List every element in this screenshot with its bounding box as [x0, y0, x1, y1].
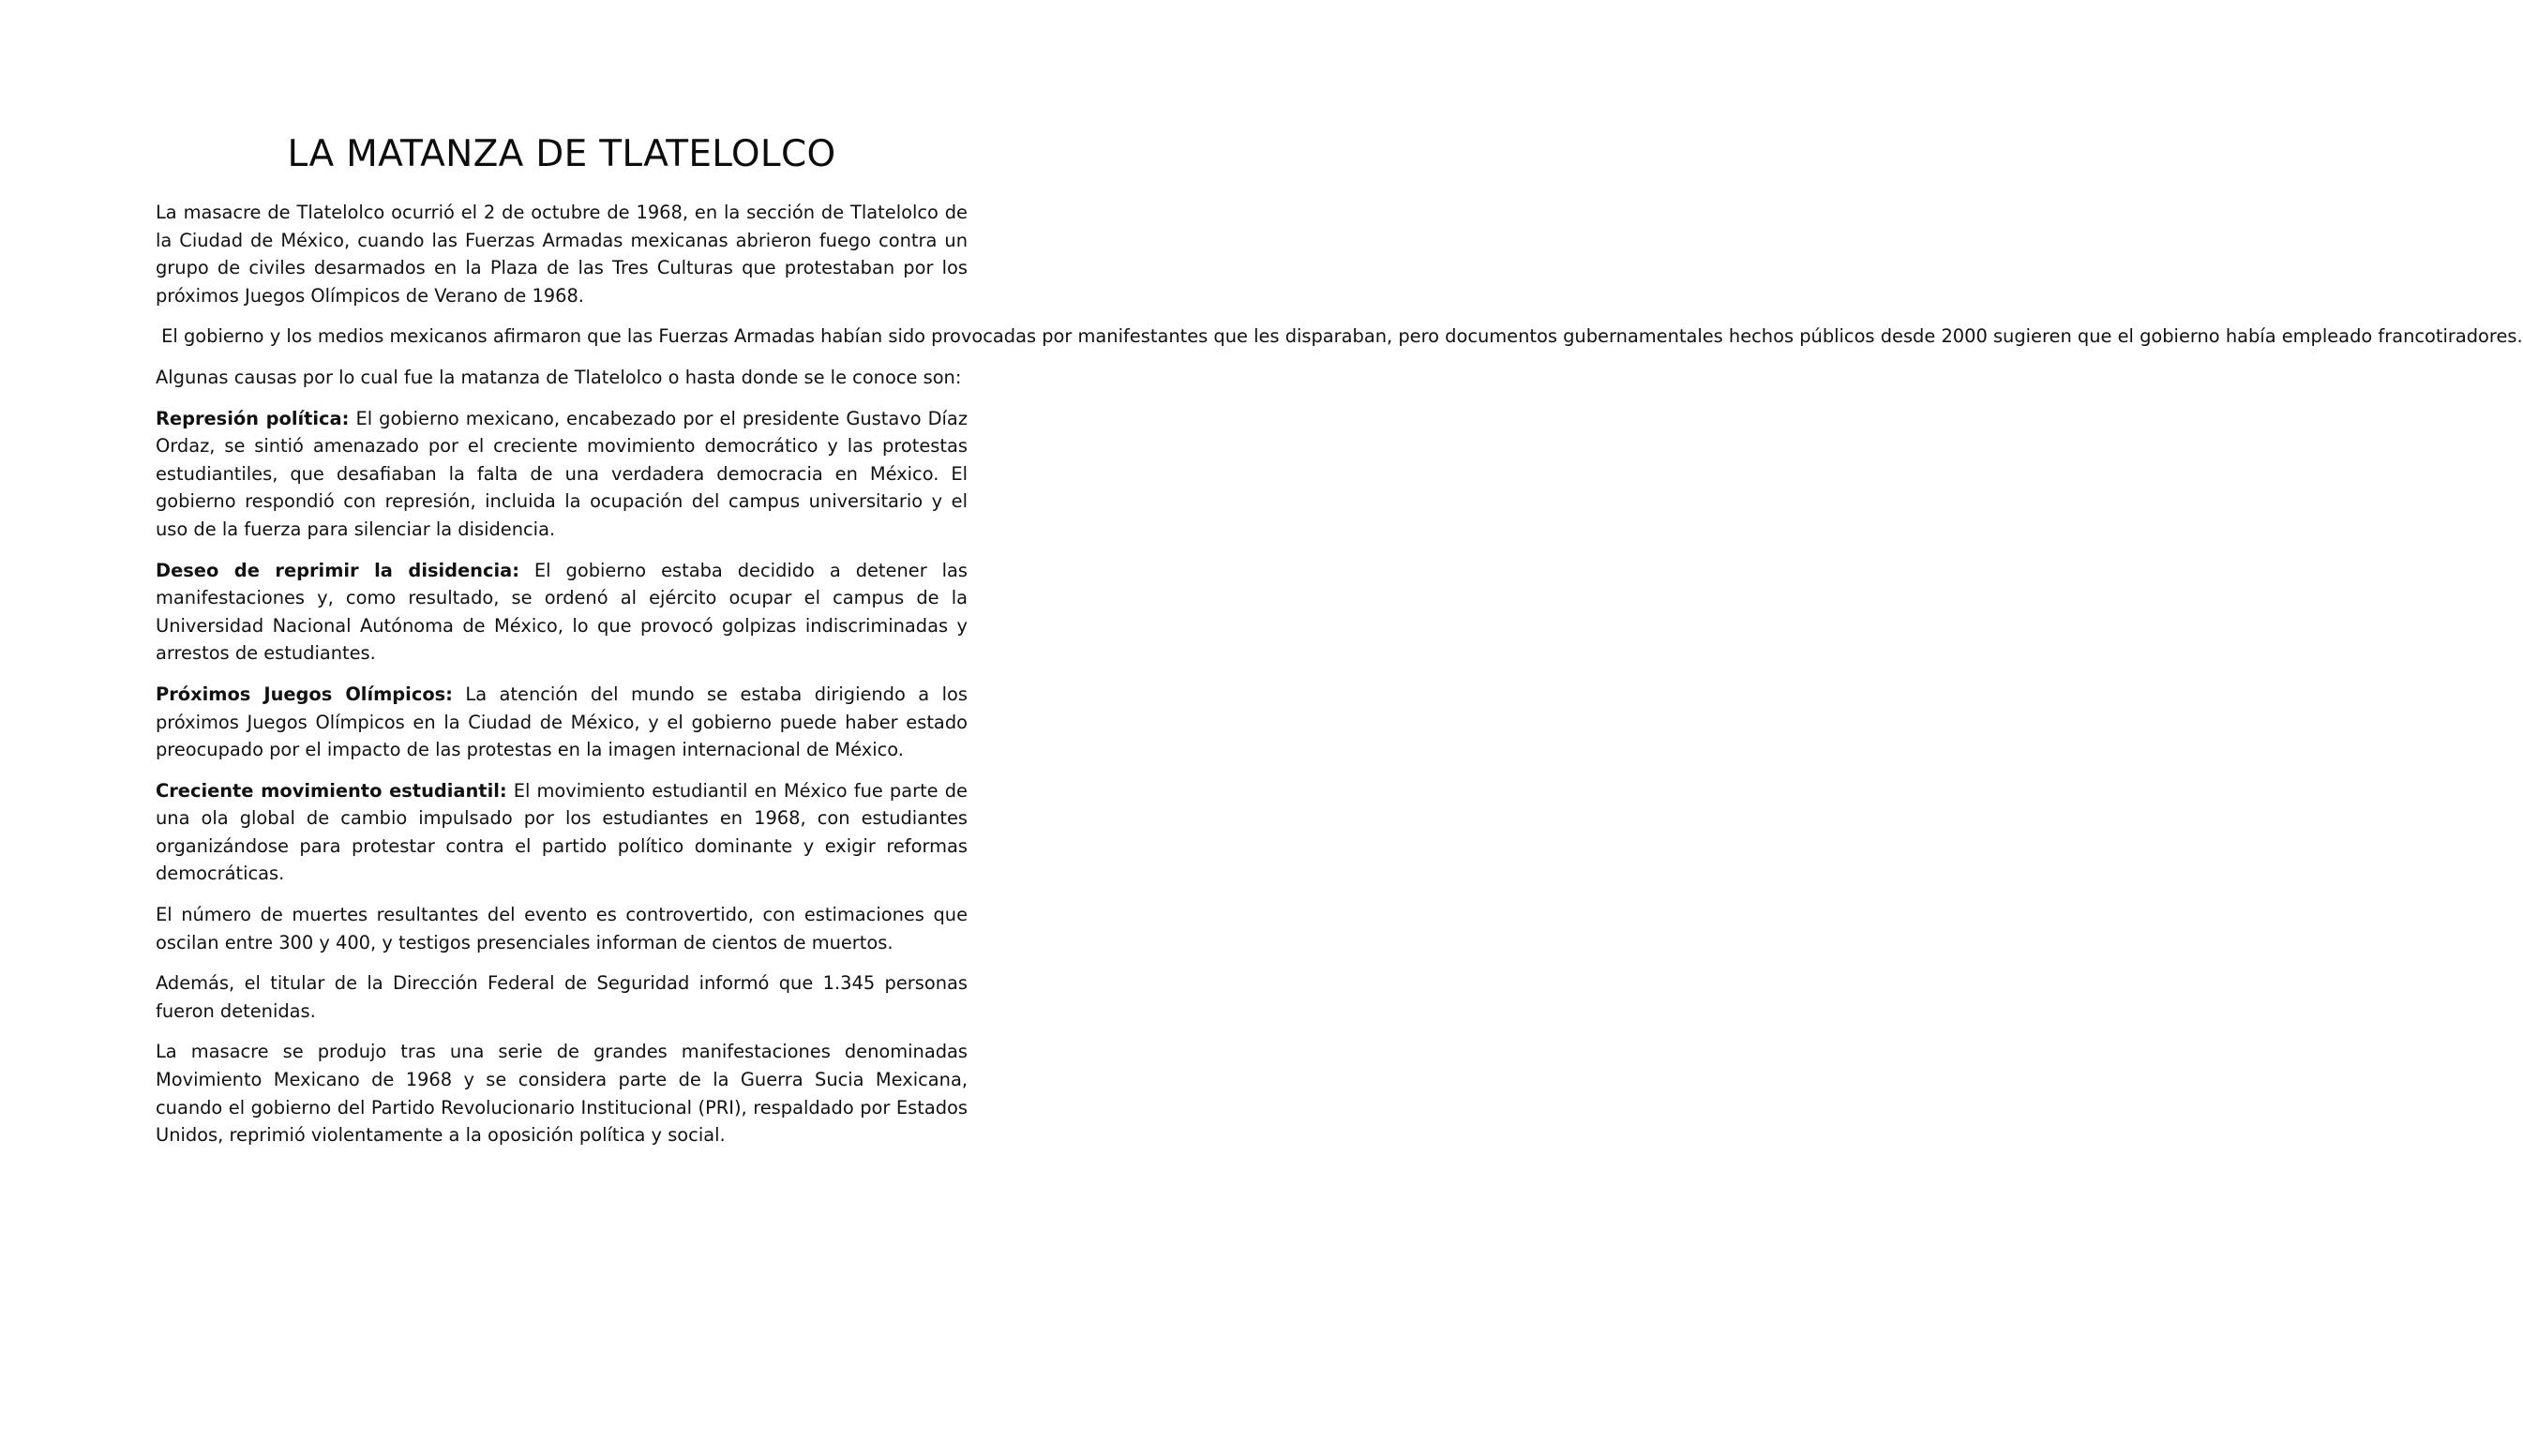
paragraph-text: El movimiento estudiantil en México fue parte de una ola global de cambio impulsado por los estudiantes en 1968, con estudiantes organizándose para protestar contra el partido político dominante y exigir reformas democráticas. [156, 779, 968, 885]
cause-heading: Próximos Juegos Olímpicos: [156, 683, 453, 705]
paragraph-death-toll [156, 901, 968, 956]
paragraph-text: Algunas causas por lo cual fue la matanza de Tlatelolco o hasta donde se le conoce son: [156, 366, 962, 388]
paragraph-government-claims [156, 323, 2523, 351]
paragraph-text: El gobierno mexicano, encabezado por el presidente Gustavo Díaz Ordaz, se sintió amenazado por el creciente movimiento democrático y las protestas estudiantiles, que desafiaban la falta de una verdadera democracia en México. El gobierno respondió con represión, incluida la ocupación del campus universitario y el uso de la fuerza para silenciar la disidencia. [156, 407, 968, 540]
document-title: LA MATANZA DE TLATELOLCO [287, 133, 836, 175]
paragraph-cause-olympics [156, 681, 968, 764]
cause-heading: Deseo de reprimir la disidencia: [156, 559, 519, 581]
paragraph-detentions [156, 969, 968, 1025]
document-page [156, 129, 2523, 1163]
paragraph-cause-student-movement [156, 777, 968, 888]
paragraph-causes-intro [156, 364, 968, 392]
paragraph-text: La masacre se produjo tras una serie de grandes manifestaciones denominadas Movimiento Mexicano de 1968 y se considera parte de la Guerra Sucia Mexicana, cuando el gobierno del Partido Revolucionario Institucional (PRI), respaldado por Estados Unidos, reprimió violentamente a la oposición política y social. [156, 1041, 968, 1147]
paragraph-intro [156, 199, 968, 309]
paragraph-text: Además, el titular de la Dirección Federal de Seguridad informó que 1.345 personas fueron detenidas. [156, 972, 968, 1022]
cause-heading: Creciente movimiento estudiantil: [156, 779, 507, 802]
paragraph-cause-repress-dissent [156, 557, 968, 668]
paragraph-text: La masacre de Tlatelolco ocurrió el 2 de octubre de 1968, en la sección de Tlatelolco de la Ciudad de México, cuando las Fuerzas Armadas mexicanas abrieron fuego contra un grupo de civiles desarmados en la Plaza de las Tres Culturas que protestaban por los próximos Juegos Olímpicos de Verano de 1968. [156, 202, 968, 307]
paragraph-dirty-war [156, 1038, 968, 1148]
paragraph-text: El número de muertes resultantes del evento es controvertido, con estimaciones que oscilan entre 300 y 400, y testigos presenciales informan de cientos de muertos. [156, 904, 968, 953]
paragraph-text: El gobierno estaba decidido a detener las manifestaciones y, como resultado, se ordenó al ejército ocupar el campus de la Universidad Nacional Autónoma de México, lo que provocó golpizas indiscriminadas y arrestos de estudiantes. [156, 559, 968, 665]
cause-heading: Represión política: [156, 407, 350, 429]
paragraph-text: El gobierno y los medios mexicanos afirmaron que las Fuerzas Armadas habían sido provocadas por manifestantes que les disparaban, pero documentos gubernamentales hechos públicos desde 2000 sugieren que el gobierno había empleado francotiradores. [156, 325, 2523, 348]
paragraph-cause-political-repression [156, 405, 968, 544]
paragraph-text: La atención del mundo se estaba dirigiendo a los próximos Juegos Olímpicos en la Ciudad de México, y el gobierno puede haber estado preocupado por el impacto de las protestas en la imagen internacional de México. [156, 683, 968, 761]
